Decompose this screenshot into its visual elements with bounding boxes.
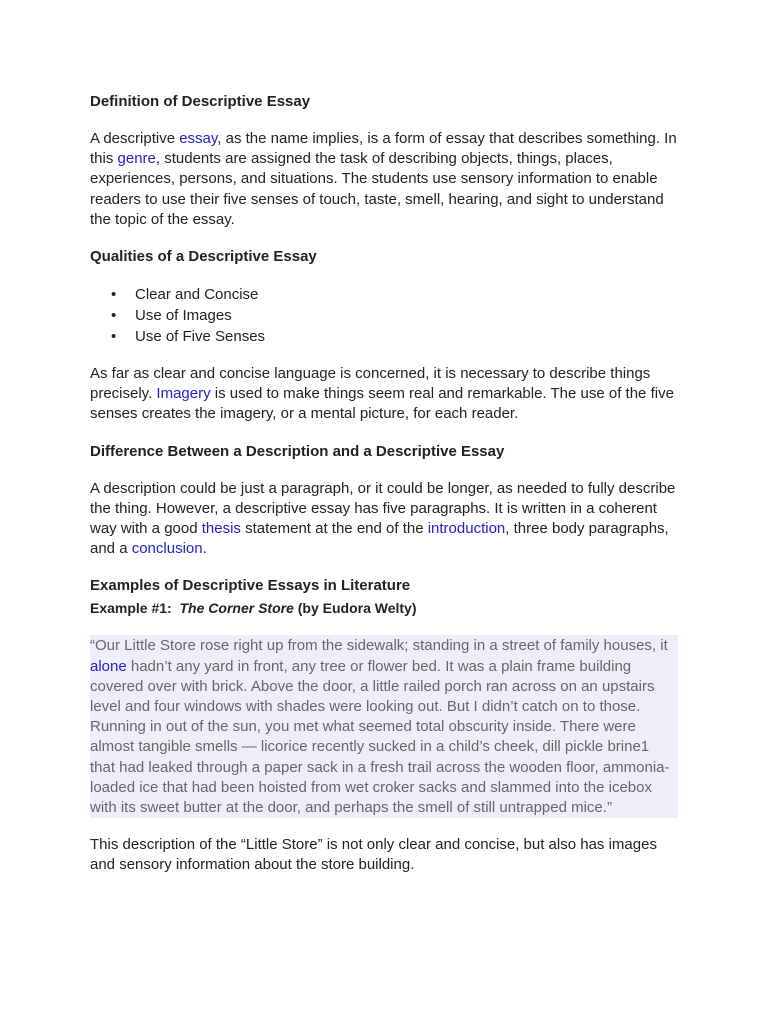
qualities-list [90, 284, 680, 347]
text-run: A descriptive [90, 130, 180, 147]
document-body [90, 92, 680, 876]
heading-examples: Examples of Descriptive Essays in Literature [90, 577, 411, 595]
link-alone[interactable]: alone [90, 657, 127, 675]
example-author: (by Eudora Welty) [297, 600, 417, 617]
link-genre[interactable]: genre [117, 150, 156, 168]
text-run: “Our Little Store rose right up from the sidewalk; standing in a street of family houses, it [90, 637, 668, 655]
heading-qualities: Qualities of a Descriptive Essay [90, 248, 317, 266]
list-item: • Clear and Concise [135, 284, 680, 305]
example-title: The Corner Store [179, 600, 294, 617]
link-essay[interactable]: essay [179, 130, 218, 147]
text-run: , students are assigned the task of describing objects, things, places, experiences, persons, and situations. The students use sensory information to enable readers to use their five senses of touch, taste, smell, hearing, and sight to understand the topic of the essay. [90, 150, 664, 228]
text-run: is used to make things seem real and remarkable. The use of the five senses creates the imagery, or a mental picture, for each reader. [90, 385, 674, 423]
list-item: • Use of Five Senses [135, 326, 680, 347]
example-label [90, 598, 680, 618]
text-run: . [202, 540, 207, 558]
text-run: hadn’t any yard in front, any tree or flower bed. It was a plain frame building covered over with brick. Above the door, a little railed porch ran across on an upstairs level and four windows with shades were looking out. But I didn’t catch on to those. Running in out of the sun, you met what seemed total obscurity inside. There were almost tangible smells — licorice recently sucked in a child’s cheek, dill pickle brine1 that had leaked through a paper sack in a fresh trail across the wooden floor, ammonia-loaded ice that had been hoisted from wet croker sacks and slammed into the icebox with its sweet butter at the door, and perhaps the smell of still untrapped mice.” [90, 657, 670, 817]
text-run: , three body paragraphs, and a [90, 520, 669, 558]
paragraph-definition [90, 129, 680, 230]
blockquote [90, 635, 678, 818]
example-prefix: Example #1: [90, 600, 172, 617]
link-introduction[interactable]: introduction [427, 520, 506, 538]
paragraph-closing: This description of the “Little Store” is not only clear and concise, but also has images and sensory information about the store building. [90, 836, 657, 874]
link-thesis[interactable]: thesis [201, 520, 241, 538]
text-run: , as the name implies, is a form of essay that describes something. In this [90, 130, 677, 168]
paragraph-qualities [90, 364, 680, 425]
link-imagery[interactable]: Imagery [156, 385, 211, 403]
text-run: statement at the end of the [240, 520, 428, 538]
text-run: A description could be just a paragraph, or it could be longer, as needed to fully describe the thing. However, a descriptive essay has five paragraphs. It is written in a coherent way with a good [90, 479, 676, 538]
list-item: • Use of Images [135, 305, 680, 326]
heading-difference: Difference Between a Description and a Descriptive Essay [90, 442, 505, 460]
link-conclusion[interactable]: conclusion [131, 540, 203, 558]
heading-definition: Definition of Descriptive Essay [90, 93, 311, 110]
paragraph-difference [90, 479, 680, 560]
text-run: As far as clear and concise language is concerned, it is necessary to describe things precisely. [90, 365, 651, 403]
